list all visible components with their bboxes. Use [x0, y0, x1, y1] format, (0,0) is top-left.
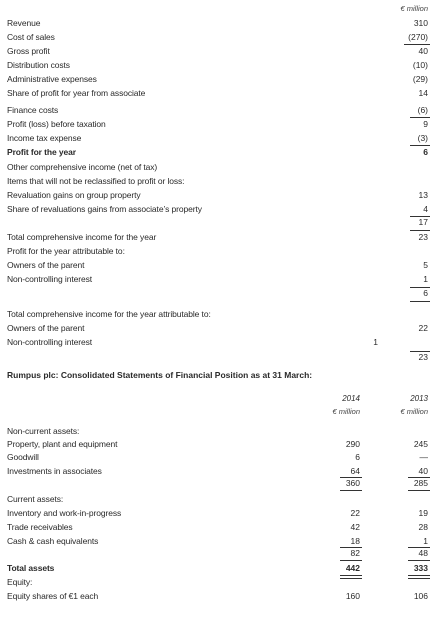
- oci-label: Share of revaluations gains from associate’s property: [7, 204, 202, 214]
- tci-attr-heading-row: [0, 307, 438, 321]
- ca-value-b: 19: [418, 508, 428, 518]
- profit-attr-heading: Profit for the year attributable to:: [7, 246, 125, 256]
- equity-shares-a: 160: [345, 591, 360, 601]
- ca-value-a: 42: [350, 522, 360, 532]
- profit-attr-heading-row: [0, 244, 438, 258]
- income-label: Distribution costs: [7, 60, 70, 70]
- total-assets-b: 333: [413, 563, 428, 573]
- ca-heading-row: [0, 492, 438, 506]
- profit-attr-row: [0, 258, 438, 272]
- income-label: Income tax expense: [7, 133, 82, 143]
- income-value: 310: [413, 18, 428, 28]
- ca-row: [0, 520, 438, 534]
- income-value: 9: [423, 119, 428, 129]
- nca-value-a: 290: [345, 439, 360, 449]
- income-value: (29): [412, 74, 428, 84]
- nca-heading: Non-current assets:: [7, 426, 80, 436]
- profit-attr-total: 6: [423, 288, 428, 298]
- oci-value: 13: [418, 190, 428, 200]
- subtotal-rule: [340, 490, 362, 491]
- income-row: [0, 103, 438, 117]
- total-assets-a: 442: [345, 563, 360, 573]
- tci-attr-value: 22: [418, 323, 428, 333]
- ca-total-row: [0, 546, 438, 560]
- ca-heading: Current assets:: [7, 494, 64, 504]
- subtotal-rule: [408, 490, 430, 491]
- income-row: [0, 131, 438, 145]
- tci-attr-label: Owners of the parent: [7, 323, 85, 333]
- equity-shares-label: Equity shares of €1 each: [7, 591, 99, 601]
- nca-row: [0, 450, 438, 464]
- income-label: Cost of sales: [7, 32, 55, 42]
- nca-row: [0, 437, 438, 451]
- nca-total-b: 285: [413, 478, 428, 488]
- profit-label: Profit for the year: [7, 147, 76, 157]
- income-label: Revenue: [7, 18, 41, 28]
- equity-heading: Equity:: [7, 577, 33, 587]
- oci-label: Revaluation gains on group property: [7, 190, 141, 200]
- nca-label: Property, plant and equipment: [7, 439, 118, 449]
- profit-row: [0, 145, 438, 159]
- sfp-unit-row: [0, 405, 438, 419]
- ca-label: Inventory and work-in-progress: [7, 508, 122, 518]
- oci-value: 4: [423, 204, 428, 214]
- ca-total-a: 82: [350, 548, 360, 558]
- ca-value-a: 18: [350, 536, 360, 546]
- nca-value-b: 40: [418, 466, 428, 476]
- income-row: [0, 72, 438, 86]
- tci-row: [0, 230, 438, 244]
- profit-attr-total-row: [0, 286, 438, 300]
- income-value: (10): [412, 60, 428, 70]
- income-label: Share of profit for year from associate: [7, 88, 146, 98]
- income-value: (270): [408, 32, 428, 42]
- oci-subtotal-row: [0, 215, 438, 229]
- income-row: [0, 117, 438, 131]
- nca-heading-row: [0, 424, 438, 438]
- income-value: (6): [417, 105, 428, 115]
- income-row: [0, 58, 438, 72]
- ca-label: Cash & cash equivalents: [7, 536, 99, 546]
- income-label: Administrative expenses: [7, 74, 97, 84]
- tci-attr-total: 23: [418, 352, 428, 362]
- equity-shares-row: [0, 589, 438, 603]
- tci-attr-label: Non-controlling interest: [7, 337, 93, 347]
- oci-subtotal: 17: [418, 217, 428, 227]
- sfp-title: Rumpus plc: Consolidated Statements of Financial Position as at 31 March:: [7, 370, 313, 380]
- nca-label: Investments in associates: [7, 466, 102, 476]
- subtotal-rule: [410, 301, 430, 302]
- total-assets-row: [0, 561, 438, 575]
- oci-subheading: Items that will not be reclassified to profit or loss:: [7, 176, 185, 186]
- nca-value-b: 245: [413, 439, 428, 449]
- total-assets-label: Total assets: [7, 563, 55, 573]
- unit-header-row: [0, 2, 438, 16]
- tci-attr-row: [0, 335, 438, 349]
- nca-value-a: 6: [355, 452, 360, 462]
- income-row: [0, 86, 438, 100]
- ca-total-b: 48: [418, 548, 428, 558]
- sfp-year-b: 2013: [410, 394, 428, 403]
- profit-attr-label: Non-controlling interest: [7, 274, 93, 284]
- income-value: 14: [418, 88, 428, 98]
- profit-attr-value: 5: [423, 260, 428, 270]
- income-label: Gross profit: [7, 46, 50, 56]
- oci-row: [0, 202, 438, 216]
- sfp-unit-a: € million: [332, 407, 360, 416]
- ca-value-b: 1: [423, 536, 428, 546]
- nca-value-a: 64: [350, 466, 360, 476]
- unit-header: € million: [400, 4, 428, 13]
- sfp-year-row: [0, 392, 438, 406]
- oci-heading-row: [0, 160, 438, 174]
- tci-attr-row: [0, 321, 438, 335]
- tci-attr-value: 1: [373, 337, 378, 347]
- tci-value: 23: [418, 232, 428, 242]
- income-value: (3): [417, 133, 428, 143]
- income-row: [0, 44, 438, 58]
- sfp-year-a: 2014: [342, 394, 360, 403]
- nca-total-row: [0, 476, 438, 490]
- profit-attr-row: [0, 272, 438, 286]
- profit-value: 6: [423, 147, 428, 157]
- income-row: [0, 30, 438, 44]
- tci-label: Total comprehensive income for the year: [7, 232, 157, 242]
- ca-row: [0, 506, 438, 520]
- income-label: Finance costs: [7, 105, 59, 115]
- oci-subheading-row: [0, 174, 438, 188]
- income-value: 40: [418, 46, 428, 56]
- nca-label: Goodwill: [7, 452, 39, 462]
- profit-attr-value: 1: [423, 274, 428, 284]
- sfp-unit-b: € million: [400, 407, 428, 416]
- income-row: [0, 16, 438, 30]
- ca-value-b: 28: [418, 522, 428, 532]
- tci-attr-heading: Total comprehensive income for the year attributable to:: [7, 309, 211, 319]
- equity-heading-row: [0, 575, 438, 589]
- oci-row: [0, 188, 438, 202]
- income-label: Profit (loss) before taxation: [7, 119, 106, 129]
- ca-value-a: 22: [350, 508, 360, 518]
- profit-attr-label: Owners of the parent: [7, 260, 85, 270]
- tci-attr-total-row: [0, 350, 438, 364]
- ca-label: Trade receivables: [7, 522, 73, 532]
- equity-shares-b: 106: [413, 591, 428, 601]
- nca-total-a: 360: [345, 478, 360, 488]
- oci-heading: Other comprehensive income (net of tax): [7, 162, 158, 172]
- nca-value-b: —: [419, 452, 428, 462]
